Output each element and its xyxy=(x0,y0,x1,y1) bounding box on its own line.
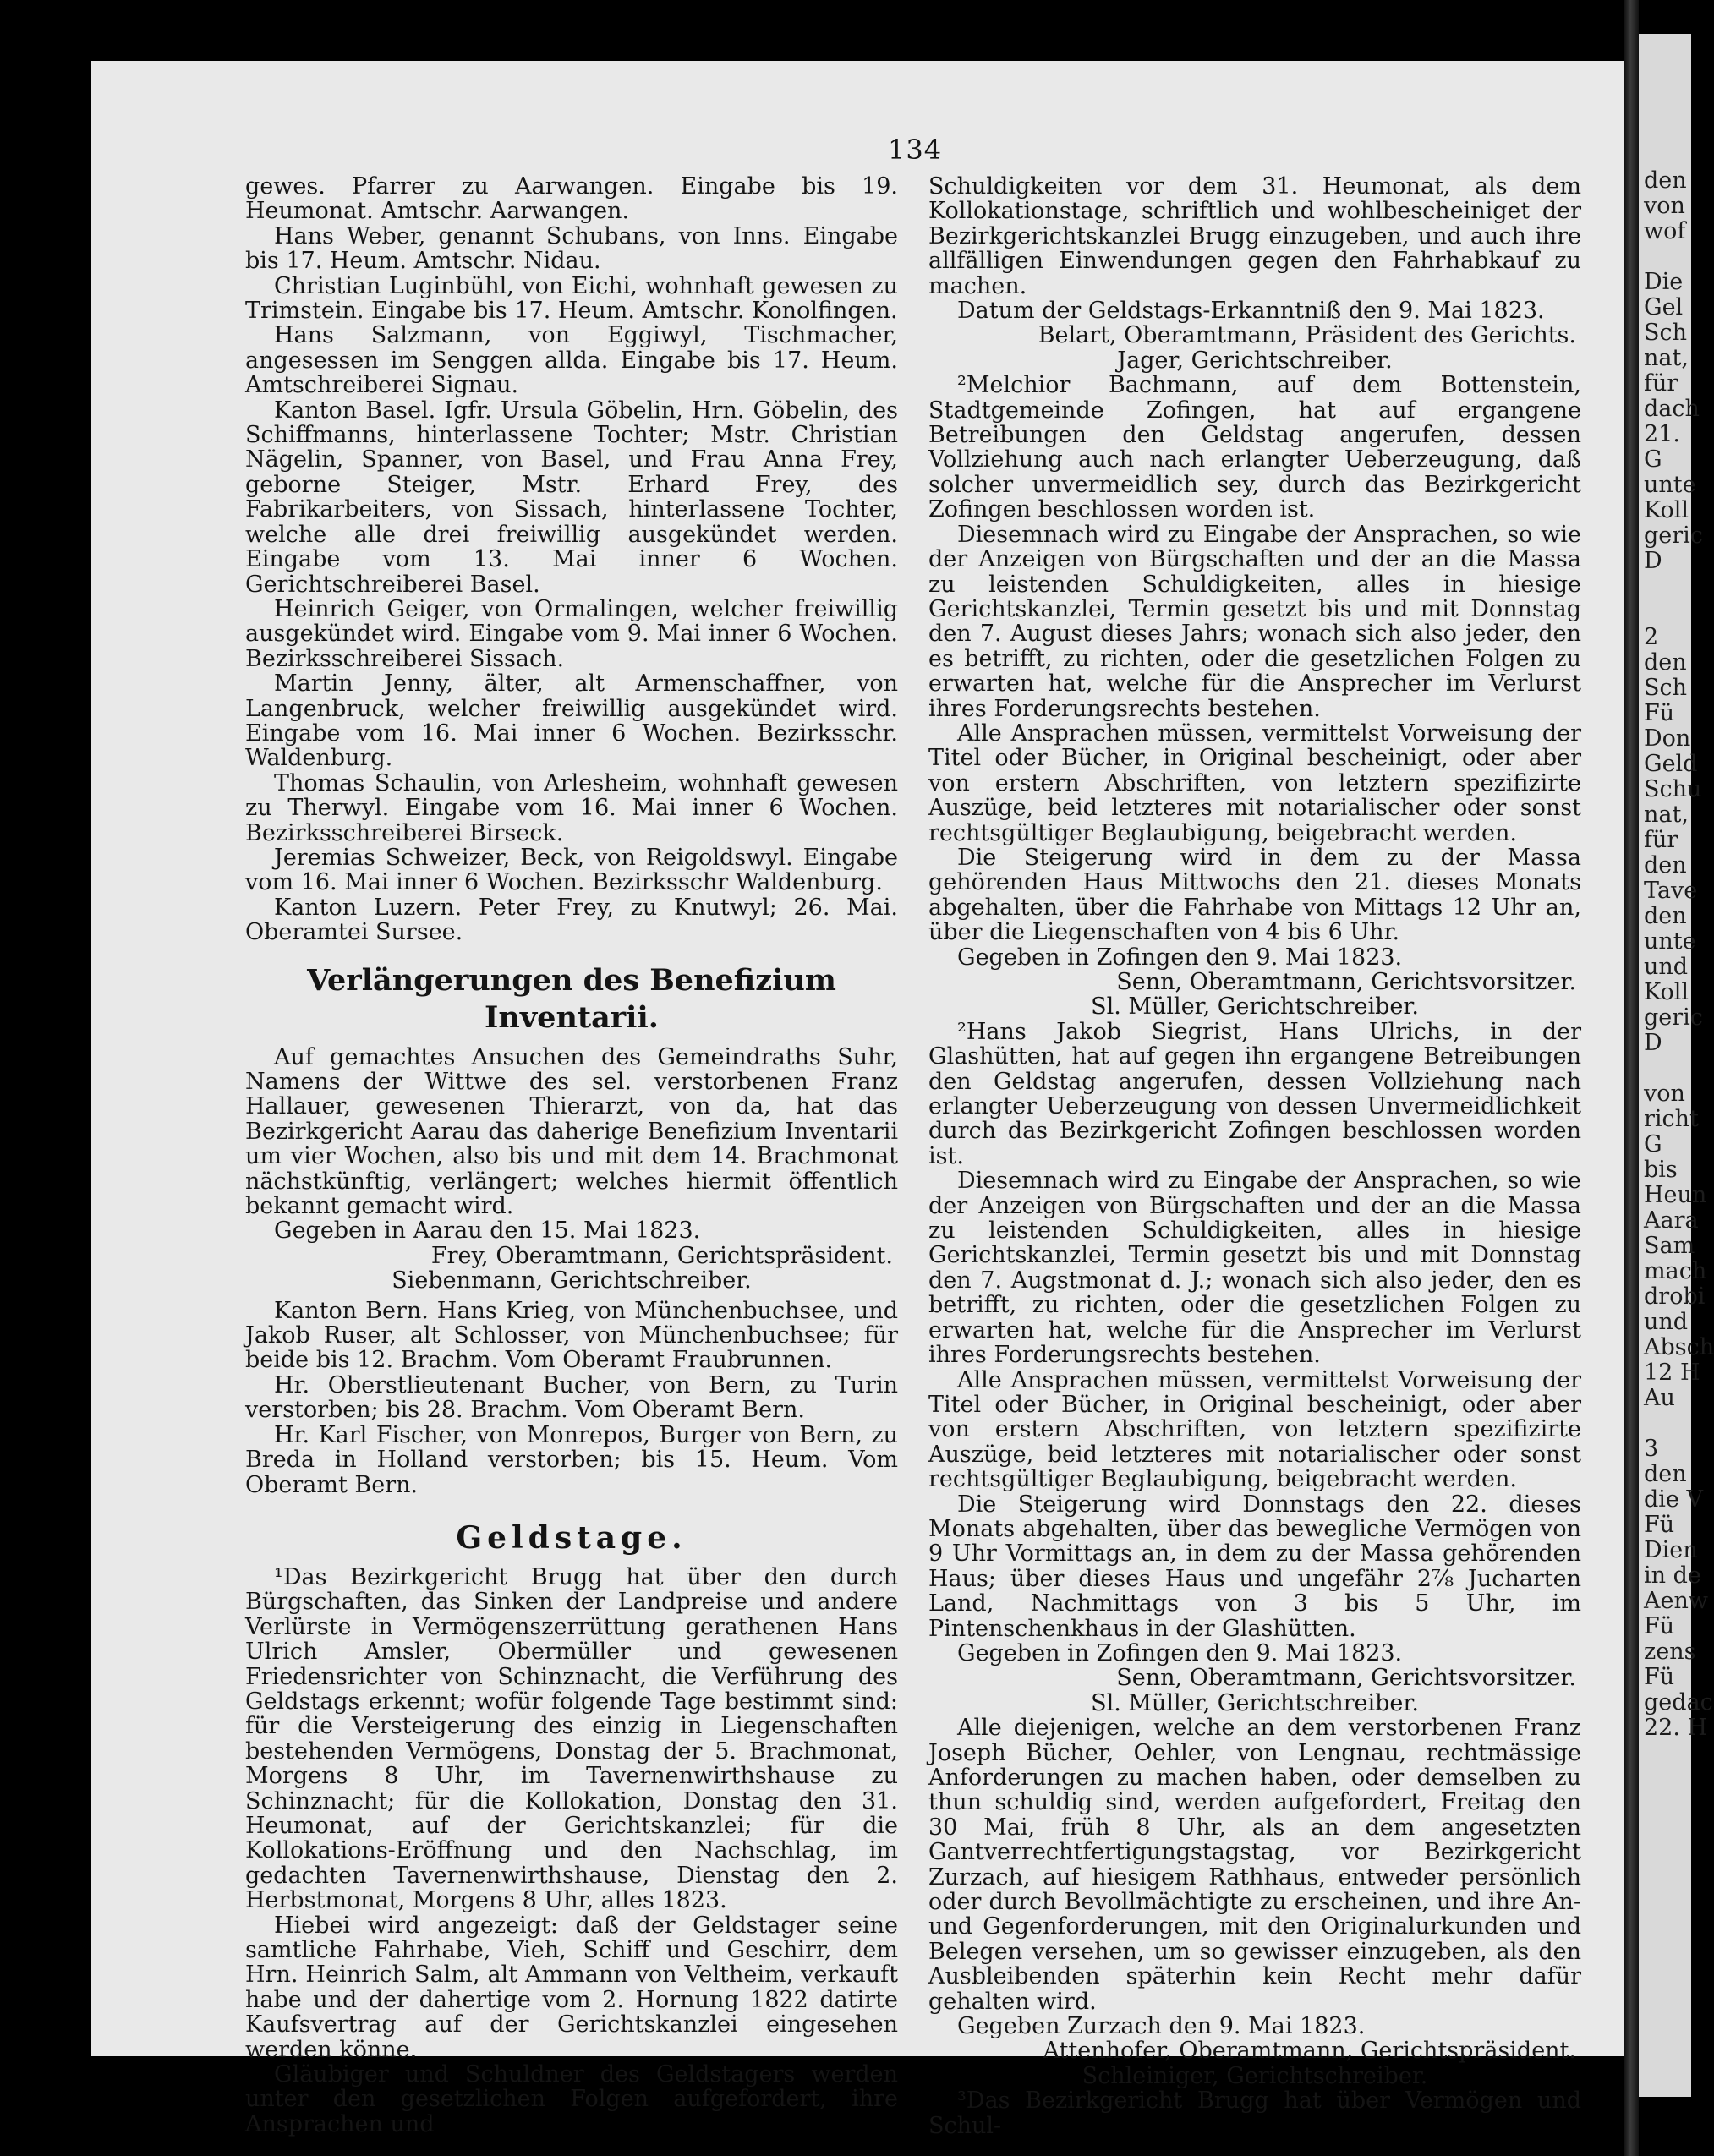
adjacent-page-fragment: Fü xyxy=(1644,1512,1675,1538)
adjacent-page-edge xyxy=(1639,34,1714,2097)
adjacent-page-fragment: Fü xyxy=(1644,1613,1675,1639)
adjacent-page-fragment: unte xyxy=(1644,928,1696,955)
right-column xyxy=(928,174,1581,2138)
dateline: Gegeben in Aarau den 15. Mai 1823. xyxy=(274,1218,701,1245)
dateline: Datum der Geldstags-Erkanntniß den 9. Mai 1823. xyxy=(957,298,1545,325)
adjacent-page-fragment: richt xyxy=(1644,1106,1699,1132)
adjacent-page-fragment: drobi xyxy=(1644,1283,1706,1310)
adjacent-page-fragment: bis xyxy=(1644,1157,1678,1183)
adjacent-page-fragment: Koll xyxy=(1644,979,1689,1005)
adjacent-page-fragment: Don xyxy=(1644,725,1691,752)
notice-paragraph: Hr. Oberstlieutenant Bucher, von Bern, zu Turin verstorben; bis 28. Brachm. Vom Oberamt Bern. xyxy=(245,1371,898,1424)
notice-paragraph: Diesemnach wird zu Eingabe der Ansprachen, so wie der Anzeigen von Bürgschaften und der an die Massa zu leistenden Schuldigkeiten, alles in hiesige Gerichtskanzlei, Termin gesetzt bis und mit Donnstag den 7. August dieses Jahrs; wonach sich also jeder, den es betrifft, zu richten, oder die gesetzlichen Folgen zu erwarten hat, welche für die Ansprecher im Verlurst ihres Forderungsrechts bestehen. xyxy=(928,521,1581,722)
notice-paragraph: ²Hans Jakob Siegrist, Hans Ulrichs, in der Glashütten, hat auf gegen ihn ergangene Betreibungen den Geldstag angerufen, dessen Vollziehung nach erlangter Ueberzeugung von dessen Unvermeidlichkeit durch das Bezirkgericht Zofingen beschlossen worden ist. xyxy=(928,1018,1581,1169)
adjacent-page-fragment: Fü xyxy=(1644,700,1675,726)
adjacent-page-fragment: 3 xyxy=(1644,1436,1659,1462)
notice-paragraph: gewes. Pfarrer zu Aarwangen. Eingabe bis 19. Heumonat. Amtschr. Aarwangen. xyxy=(245,173,898,225)
adjacent-page-fragment: G xyxy=(1644,446,1662,473)
notice-paragraph: Martin Jenny, älter, alt Armenschaffner, von Langenbruck, welcher freiwillig ausgekündet wird. Eingabe vom 16. Mai inner 6 Wochen. Bezirksschr. Waldenburg. xyxy=(245,670,898,772)
dateline: Gegeben Zurzach den 9. Mai 1823. xyxy=(957,2013,1366,2040)
notice-paragraph: Hans Salzmann, von Eggiwyl, Tischmacher, angesessen im Senggen allda. Eingabe bis 17. Heum. Amtschreiberei Signau. xyxy=(245,322,898,399)
left-column xyxy=(245,174,898,2137)
signature-line: Senn, Oberamtmann, Gerichtsvorsitzer. xyxy=(1116,1665,1576,1692)
notice-paragraph: Alle diejenigen, welche an dem verstorbenen Franz Joseph Bücher, Oehler, von Lengnau, rechtmässige Anforderungen zu machen haben, oder demselben zu thun schuldig sind, werden aufgefordert, Freitag den 30 Mai, früh 8 Uhr, als an dem angesetzten Gantverrechtfertigungstagstag, vor Bezirkgericht Zurzach, auf hiesigem Rathhaus, entweder persönlich oder durch Bevollmächtigte zu erscheinen, und ihre An- und Gegenforderungen, mit den Originalurkunden und Belegen versehen, um so gewisser einzugeben, als den Ausbleibenden späterhin kein Recht mehr dafür gehalten wird. xyxy=(928,1715,1581,2015)
adjacent-page-fragment: die V xyxy=(1644,1486,1703,1513)
adjacent-page-fragment: 12 H xyxy=(1644,1360,1700,1386)
notice-paragraph: Diesemnach wird zu Eingabe der Ansprachen, so wie der Anzeigen von Bürgschaften und der an die Massa zu leistenden Schuldigkeiten, alles in hiesige Gerichtskanzlei, Termin gesetzt bis und mit Donnstag den 7. Augstmonat d. J.; wonach sich also jeder, den es betrifft, zu richten, oder die gesetzlichen Folgen zu erwarten hat, welche für die Ansprecher im Verlurst ihres Forderungsrechts bestehen. xyxy=(928,1168,1581,1369)
signature-line: Jager, Gerichtschreiber. xyxy=(1117,347,1393,374)
signature-line: Schleiniger, Gerichtschreiber. xyxy=(1082,2062,1428,2089)
notice-paragraph: Alle Ansprachen müssen, vermittelst Vorweisung der Titel oder Bücher, in Original bescheinigt, oder aber von erstern Abschriften, von letztern spezifizirte Auszüge, beid letzteres mit notarialischer oder sonst rechtsgültiger Beglaubigung, beigebracht werden. xyxy=(928,720,1581,846)
notice-paragraph: ³Das Bezirkgericht Brugg hat über Vermögen und Schul- xyxy=(928,2088,1581,2139)
notice-paragraph: Gläubiger und Schuldner des Geldstagers werden unter den gesetzlichen Folgen aufgefordert, ihre Ansprachen und xyxy=(245,2061,898,2137)
dateline: Gegeben in Zofingen den 9. Mai 1823. xyxy=(957,1639,1403,1666)
adjacent-page-fragment: Gel xyxy=(1644,294,1684,320)
signature-line: Siebenmann, Gerichtschreiber. xyxy=(392,1267,752,1294)
adjacent-page-fragment: Sch xyxy=(1644,320,1688,346)
adjacent-page-fragment: unte xyxy=(1644,472,1696,498)
notice-paragraph: Jeremias Schweizer, Beck, von Reigoldswyl. Eingabe vom 16. Mai inner 6 Wochen. Bezirksschr Waldenburg. xyxy=(245,844,898,896)
signature-line: Sl. Müller, Gerichtschreiber. xyxy=(1091,993,1419,1021)
adjacent-page-fragment: wof xyxy=(1644,218,1686,244)
adjacent-page-fragment: Absch xyxy=(1644,1334,1714,1360)
adjacent-page-fragment: Tave xyxy=(1644,878,1698,904)
adjacent-page-fragment: Sam xyxy=(1644,1233,1695,1259)
notice-paragraph: Die Steigerung wird Donnstags den 22. dieses Monats abgehalten, über das bewegliche Vermögen von 9 Uhr Vormittags an, in dem zu der Massa gehörenden Haus; über dieses Haus und ungefähr 2⅞ Jucharten Land, Nachmittags von 3 bis 5 Uhr, im Pintenschenkhaus in der Glashütten. xyxy=(928,1491,1581,1642)
adjacent-page-fragment: nat, xyxy=(1644,802,1689,828)
signature-line: Senn, Oberamtmann, Gerichtsvorsitzer. xyxy=(1116,969,1576,995)
dateline: Gegeben in Zofingen den 9. Mai 1823. xyxy=(957,944,1403,971)
notice-paragraph: Thomas Schaulin, von Arlesheim, wohnhaft gewesen zu Therwyl. Eingabe vom 16. Mai inner 6 Wochen. Bezirksschreiberei Birseck. xyxy=(245,769,898,846)
notice-paragraph: Heinrich Geiger, von Ormalingen, welcher freiwillig ausgekündet wird. Eingabe vom 9. Mai inner 6 Wochen. Bezirksschreiberei Sissach. xyxy=(245,595,898,672)
adjacent-page-fragment: den xyxy=(1644,1461,1687,1487)
notice-paragraph: Auf gemachtes Ansuchen des Gemeindraths Suhr, Namens der Wittwe des sel. verstorbenen Franz Hallauer, gewesenen Thierarzt, von da, hat das Bezirkgericht Aarau das daherige Benefizium Inventarii um vier Wochen, also bis und mit dem 14. Brachmonat nächstkünftig, verlängert; welches hiermit öffentlich bekannt gemacht wird. xyxy=(245,1043,898,1220)
adjacent-page-fragment: 21. xyxy=(1644,421,1680,447)
signature-line: Belart, Oberamtmann, Präsident des Gerichts. xyxy=(1038,322,1576,349)
signature-line: Sl. Müller, Gerichtschreiber. xyxy=(1091,1689,1419,1716)
adjacent-page-fragment: und xyxy=(1644,954,1689,980)
adjacent-page-fragment: Fü xyxy=(1644,1664,1675,1690)
adjacent-page-fragment: für xyxy=(1644,827,1678,853)
adjacent-page-fragment: dach xyxy=(1644,396,1700,422)
signature-line: Attenhofer, Oberamtmann, Gerichtspräsident. xyxy=(1043,2038,1576,2065)
notice-paragraph: Hiebei wird angezeigt: daß der Geldstager seine samtliche Fahrhabe, Vieh, Schiff und Geschirr, dem Hrn. Heinrich Salm, alt Ammann von Veltheim, verkauft habe und der dahertige vom 2. Hornung 1822 datirte Kaufsvertrag auf der Gerichtskanzlei eingesehen werden könne. xyxy=(245,1912,898,2063)
signature-line: Frey, Oberamtmann, Gerichtspräsident. xyxy=(430,1242,893,1269)
adjacent-page-fragment: geric xyxy=(1644,1004,1703,1031)
adjacent-page-fragment: geric xyxy=(1644,523,1703,549)
section-heading-geldstage: Geldstage. xyxy=(456,1519,687,1556)
adjacent-page-fragment: Aara xyxy=(1644,1207,1699,1234)
notice-paragraph: Die Steigerung wird in dem zu der Massa gehörenden Haus Mittwochs den 21. dieses Monats abgehalten, über die Fahrhabe von Mittags 12 Uhr an, über die Liegenschaften von 4 bis 6 Uhr. xyxy=(928,844,1581,946)
adjacent-page-fragment: nat, xyxy=(1644,345,1689,371)
adjacent-page-fragment: G xyxy=(1644,1131,1662,1157)
notice-paragraph: ¹Das Bezirkgericht Brugg hat über den durch Bürgschaften, das Sinken der Landpreise und andere Verlürste in Vermögenszerrüttung gerathenen Hans Ulrich Amsler, Obermüller und gewesenen Friedensrichter von Schinznacht, die Verführung des Geldstags erkennt; wofür folgende Tage bestimmt sind: für die Versteigerung des einzig in Liegenschaften bestehenden Vermögens, Donstag der 5. Brachmonat, Morgens 8 Uhr, im Tavernenwirthshause zu Schinznacht; für die Kollokation, Donstag den 31. Heumonat, auf der Gerichtskanzlei; für die Kollokations-Eröffnung und den Nachschlag, im gedachten Tavernenwirthshause, Dienstag den 2. Herbstmonat, Morgens 8 Uhr, alles 1823. xyxy=(245,1563,898,1914)
adjacent-page-fragment: D xyxy=(1644,548,1662,574)
adjacent-page-fragment: mach xyxy=(1644,1258,1707,1284)
adjacent-page-fragment: den xyxy=(1644,167,1687,194)
adjacent-page-fragment: von xyxy=(1644,193,1685,219)
adjacent-page-fragment: zens xyxy=(1644,1639,1696,1665)
adjacent-page-fragment: Aenw xyxy=(1644,1588,1708,1614)
adjacent-page-fragment: den xyxy=(1644,852,1687,878)
adjacent-page-fragment: den xyxy=(1644,903,1687,929)
notice-paragraph: Christian Luginbühl, von Eichi, wohnhaft gewesen zu Trimstein. Eingabe bis 17. Heum. Amtschr. Konolfingen. xyxy=(245,272,898,325)
adjacent-page-fragment: und xyxy=(1644,1309,1689,1335)
adjacent-page-fragment: 2 xyxy=(1644,624,1659,650)
adjacent-page-fragment: Au xyxy=(1644,1385,1675,1411)
adjacent-page-fragment: Dien xyxy=(1644,1537,1698,1563)
book-spine xyxy=(1624,0,1639,2156)
adjacent-page-fragment: D xyxy=(1644,1030,1662,1056)
adjacent-page-fragment: Heun xyxy=(1644,1182,1707,1208)
notice-paragraph: Hans Weber, genannt Schubans, von Inns. Eingabe bis 17. Heum. Amtschr. Nidau. xyxy=(245,222,898,275)
adjacent-page-fragment: 22. H xyxy=(1644,1715,1708,1741)
notice-paragraph: Alle Ansprachen müssen, vermittelst Vorweisung der Titel oder Bücher, in Original bescheinigt, oder aber von erstern Abschriften, von letztern spezifizirte Auszüge, beid letzteres mit notarialischer oder sonst rechtsgültiger Beglaubigung, beigebracht werden. xyxy=(928,1366,1581,1493)
notice-paragraph: Kanton Bern. Hans Krieg, von Münchenbuchsee, und Jakob Ruser, alt Schlosser, von Münchenbuchsee; für beide bis 12. Brachm. Vom Oberamt Fraubrunnen. xyxy=(245,1297,898,1374)
section-heading-inventarii: Verlängerungen des Benefizium Inventarii. xyxy=(307,962,836,1035)
adjacent-page-fragment: Sch xyxy=(1644,675,1688,701)
notice-paragraph: Kanton Luzern. Peter Frey, zu Knutwyl; 26. Mai. Oberamtei Sursee. xyxy=(245,894,898,946)
adjacent-page-fragment: Geld xyxy=(1644,751,1698,777)
adjacent-page-fragment: in de xyxy=(1644,1562,1701,1589)
notice-paragraph: Hr. Karl Fischer, von Monrepos, Burger von Bern, zu Breda in Holland verstorben; bis 15. Heum. Vom Oberamt Bern. xyxy=(245,1421,898,1498)
notice-paragraph: Schuldigkeiten vor dem 31. Heumonat, als dem Kollokationstage, schriftlich und wohlbescheiniget der Bezirkgerichtskanzlei Brugg einzugeben, und auch ihre allfälligen Einwendungen gegen den Fahrhabkauf zu machen. xyxy=(928,173,1581,299)
page-number: 134 xyxy=(888,134,943,166)
adjacent-page-fragment: von xyxy=(1644,1081,1685,1107)
notice-paragraph: ²Melchior Bachmann, auf dem Bottenstein, Stadtgemeinde Zofingen, hat auf ergangene Betreibungen den Geldstag angerufen, dessen Vollziehung auch nach erlangter Ueberzeugung, daß solcher unvermeidlich sey, durch das Bezirkgericht Zofingen beschlossen worden ist. xyxy=(928,372,1581,523)
notice-paragraph: Kanton Basel. Igfr. Ursula Göbelin, Hrn. Göbelin, des Schiffmanns, hinterlassene Tochter; Mstr. Christian Nägelin, Spanner, von Basel, und Frau Anna Frey, geborne Steiger, Mstr. Erhard Frey, des Fabrikarbeiters, von Sissach, hinterlassene Tochter, welche alle drei freiwillig ausgekündet werden. Eingabe vom 13. Mai inner 6 Wochen. Gerichtschreiberei Basel. xyxy=(245,397,898,598)
adjacent-page-fragment: für xyxy=(1644,370,1678,397)
adjacent-page-fragment: Koll xyxy=(1644,497,1689,523)
adjacent-page-fragment: Schu xyxy=(1644,776,1702,802)
adjacent-page-fragment: gedac xyxy=(1644,1689,1713,1715)
adjacent-page-fragment: den xyxy=(1644,649,1687,676)
adjacent-page-fragment: Die xyxy=(1644,269,1684,295)
